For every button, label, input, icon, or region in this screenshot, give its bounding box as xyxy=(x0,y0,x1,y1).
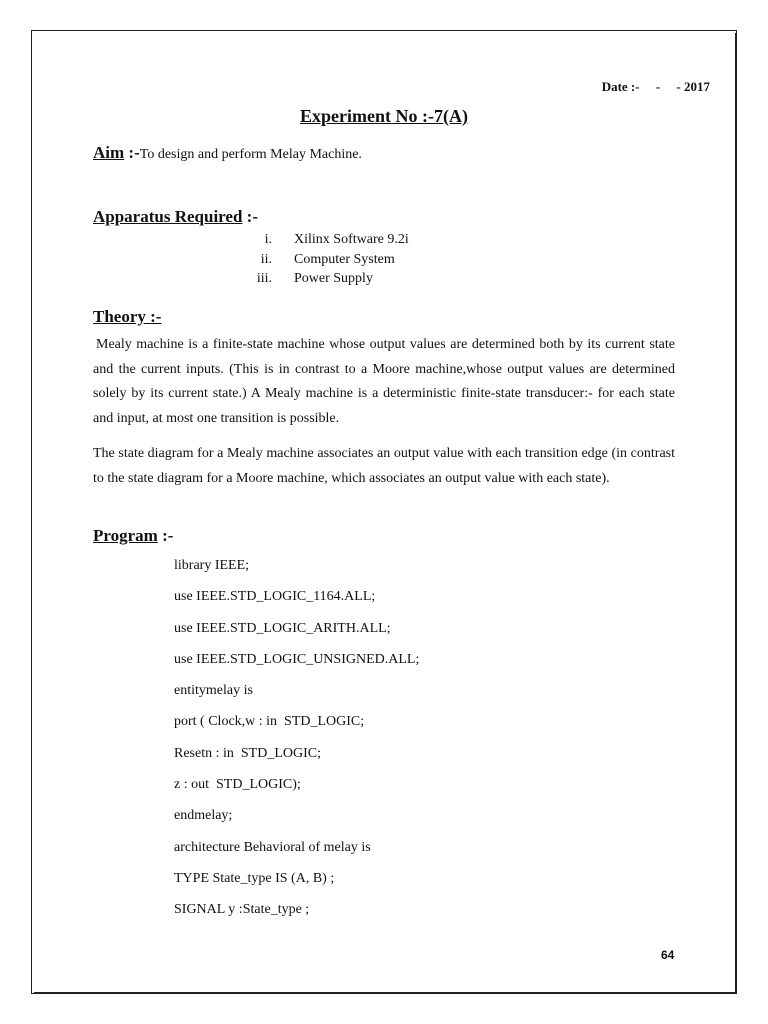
aim-label: Aim xyxy=(93,143,125,162)
date-line: Date :- - - 2017 xyxy=(601,79,710,94)
theory-paragraph-1: Mealy machine is a finite-state machine whose output values are determined both by its current state and the current inputs. (This is in contrast to a Moore machine,whose output values are determined solely by its current state.) A Mealy machine is a deterministic finite-state transducer:- for each state and input, at most one transition is possible. xyxy=(93,337,675,426)
code-line: architecture Behavioral of melay is xyxy=(174,839,371,855)
program-separator: :- xyxy=(157,526,174,545)
page-number: 64 xyxy=(661,948,675,962)
theory-paragraph-2: The state diagram for a Mealy machine associates an output value with each transition edge (in contrast to the state diagram for a Moore machine, which associates an output value with each state). xyxy=(93,446,675,486)
list-item xyxy=(240,250,409,270)
code-block xyxy=(174,556,419,932)
list-item-text: Power Supply xyxy=(294,271,373,286)
theory-heading xyxy=(93,307,161,327)
program-heading xyxy=(93,526,173,546)
code-line: library IEEE; xyxy=(174,558,250,573)
aim-separator: :- xyxy=(124,143,140,162)
list-item xyxy=(240,230,409,250)
list-item-text: Xilinx Software 9.2i xyxy=(294,232,409,247)
code-line: use IEEE.STD_LOGIC_ARITH.ALL; xyxy=(174,620,391,636)
aim-section xyxy=(93,143,362,163)
code-line: entitymelay is xyxy=(174,683,253,699)
apparatus-separator: :- xyxy=(242,207,258,226)
code-line: endmelay; xyxy=(174,808,233,824)
aim-text: To design and perform Melay Machine. xyxy=(139,147,362,162)
code-line: use IEEE.STD_LOGIC_UNSIGNED.ALL; xyxy=(174,651,420,667)
code-line: SIGNAL y :State_type ; xyxy=(174,902,310,918)
list-item xyxy=(240,269,409,289)
apparatus-label: Apparatus Required xyxy=(93,207,243,226)
code-line: Resetn : in STD_LOGIC; xyxy=(174,745,321,761)
code-line: z : out STD_LOGIC); xyxy=(174,777,301,793)
program-label: Program xyxy=(93,526,158,545)
experiment-title: Experiment No :-7(A) xyxy=(300,106,468,126)
code-line: TYPE State_type IS (A, B) ; xyxy=(174,870,335,886)
list-item-text: Computer System xyxy=(294,251,395,267)
theory-label: Theory :- xyxy=(93,307,162,326)
apparatus-heading xyxy=(93,207,258,227)
code-line: port ( Clock,w : in STD_LOGIC; xyxy=(174,714,365,730)
code-line: use IEEE.STD_LOGIC_1164.ALL; xyxy=(174,589,376,605)
list-item-number: iii. xyxy=(256,271,272,286)
apparatus-list xyxy=(240,230,409,289)
list-item-number: i. xyxy=(264,232,272,247)
list-item-number: ii. xyxy=(260,251,272,267)
